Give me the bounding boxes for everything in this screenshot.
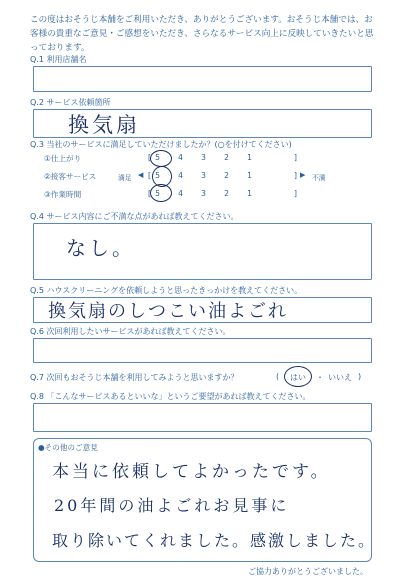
intro-text: この度はおそうじ本舗をご利用いただき、ありがとうございます。おそうじ本舗では、お客様の貴重なご意見・ご感想をいただき、さらなるサービス向上に反映していきたいと思っております。 <box>30 15 374 53</box>
scale-4[interactable]: 4 <box>178 189 183 198</box>
q8-answer-box[interactable] <box>33 403 372 432</box>
scale-2[interactable]: 2 <box>224 171 229 180</box>
q7-separator: ・ <box>316 373 324 382</box>
other-comment-line-3: 取り除いてくれました。感激しました。 <box>52 531 377 550</box>
scale-2[interactable]: 2 <box>224 189 229 198</box>
scale-3[interactable]: 3 <box>201 153 206 162</box>
q7-selection-circle <box>284 366 312 387</box>
q7-no[interactable]: いいえ <box>328 373 352 382</box>
q2-label: Q.2 サービス依頼箇所 <box>30 98 111 107</box>
selection-circle <box>150 150 172 167</box>
q7-paren-close: ) <box>358 372 362 381</box>
bracket-right: ] <box>294 153 297 162</box>
scale-5[interactable]: 5 <box>155 153 160 162</box>
arrow-left-icon: ◀ <box>138 171 144 179</box>
scale-4[interactable]: 4 <box>178 171 183 180</box>
q6-answer-box[interactable] <box>33 338 372 363</box>
other-comment-line-2: 20年間の油よごれお見事に <box>54 496 290 515</box>
q6-label: Q.6 次回利用したいサービスがあれば教えてください。 <box>30 327 231 336</box>
scale-3[interactable]: 3 <box>201 189 206 198</box>
satisfied-label: 満足 <box>118 174 132 182</box>
bracket-left: [ <box>148 171 151 180</box>
q8-label: Q.8 「こんなサービスあるといいな」というご要望があれば教えてください。 <box>30 392 311 401</box>
q4-answer: なし。 <box>66 236 135 260</box>
scale-5[interactable]: 5 <box>155 189 160 198</box>
scale-1[interactable]: 1 <box>247 153 252 162</box>
scale-4[interactable]: 4 <box>178 153 183 162</box>
bracket-left: [ <box>148 153 151 162</box>
arrow-right-icon: ▶ <box>300 171 306 179</box>
q4-answer-box[interactable] <box>33 223 372 280</box>
q7-yes[interactable]: はい <box>290 373 306 382</box>
footer-thanks: ご協力ありがとうございました。 <box>248 567 368 576</box>
unsatisfied-label: 不満 <box>312 174 326 182</box>
q5-answer: 換気扇のしつこい油よごれ <box>48 301 288 322</box>
bracket-left: [ <box>148 189 151 198</box>
q2-answer: 換気扇 <box>68 113 140 137</box>
bracket-right: ] <box>294 189 297 198</box>
q5-label: Q.5 ハウスクリーニングを依頼しようと思ったきっかけを教えてください。 <box>30 286 303 295</box>
bracket-right: ] <box>294 171 297 180</box>
q7-paren-open: ( <box>276 372 280 381</box>
q3-label: Q.3 当社のサービスに満足していただけましたか？(○を付けてください) <box>30 140 292 149</box>
selection-circle <box>150 184 172 202</box>
q1-answer-box[interactable] <box>33 66 372 92</box>
q3-item-service: ②接客サービス <box>44 172 97 181</box>
q4-label: Q.4 サービス内容にご不満な点があれば教えてください。 <box>30 212 239 221</box>
scale-1[interactable]: 1 <box>247 171 252 180</box>
scale-2[interactable]: 2 <box>224 153 229 162</box>
q3-item-finish: ①仕上がり <box>44 154 82 163</box>
other-comments-box[interactable] <box>33 438 377 562</box>
q5-answer-box[interactable] <box>33 297 372 323</box>
scale-5[interactable]: 5 <box>155 171 160 180</box>
q1-label: Q.1 利用店舗名 <box>30 55 87 64</box>
scale-1[interactable]: 1 <box>247 189 252 198</box>
other-comments-label: ●その他のご意見 <box>38 443 98 452</box>
scale-3[interactable]: 3 <box>201 171 206 180</box>
other-comment-line-1: 本当に依頼してよかったです。 <box>52 462 331 482</box>
q3-item-time: ③作業時間 <box>44 190 82 199</box>
q2-answer-box[interactable] <box>33 109 372 138</box>
q7-label: Q.7 次回もおそうじ本舗を利用してみようと思いますか？ <box>30 373 239 382</box>
